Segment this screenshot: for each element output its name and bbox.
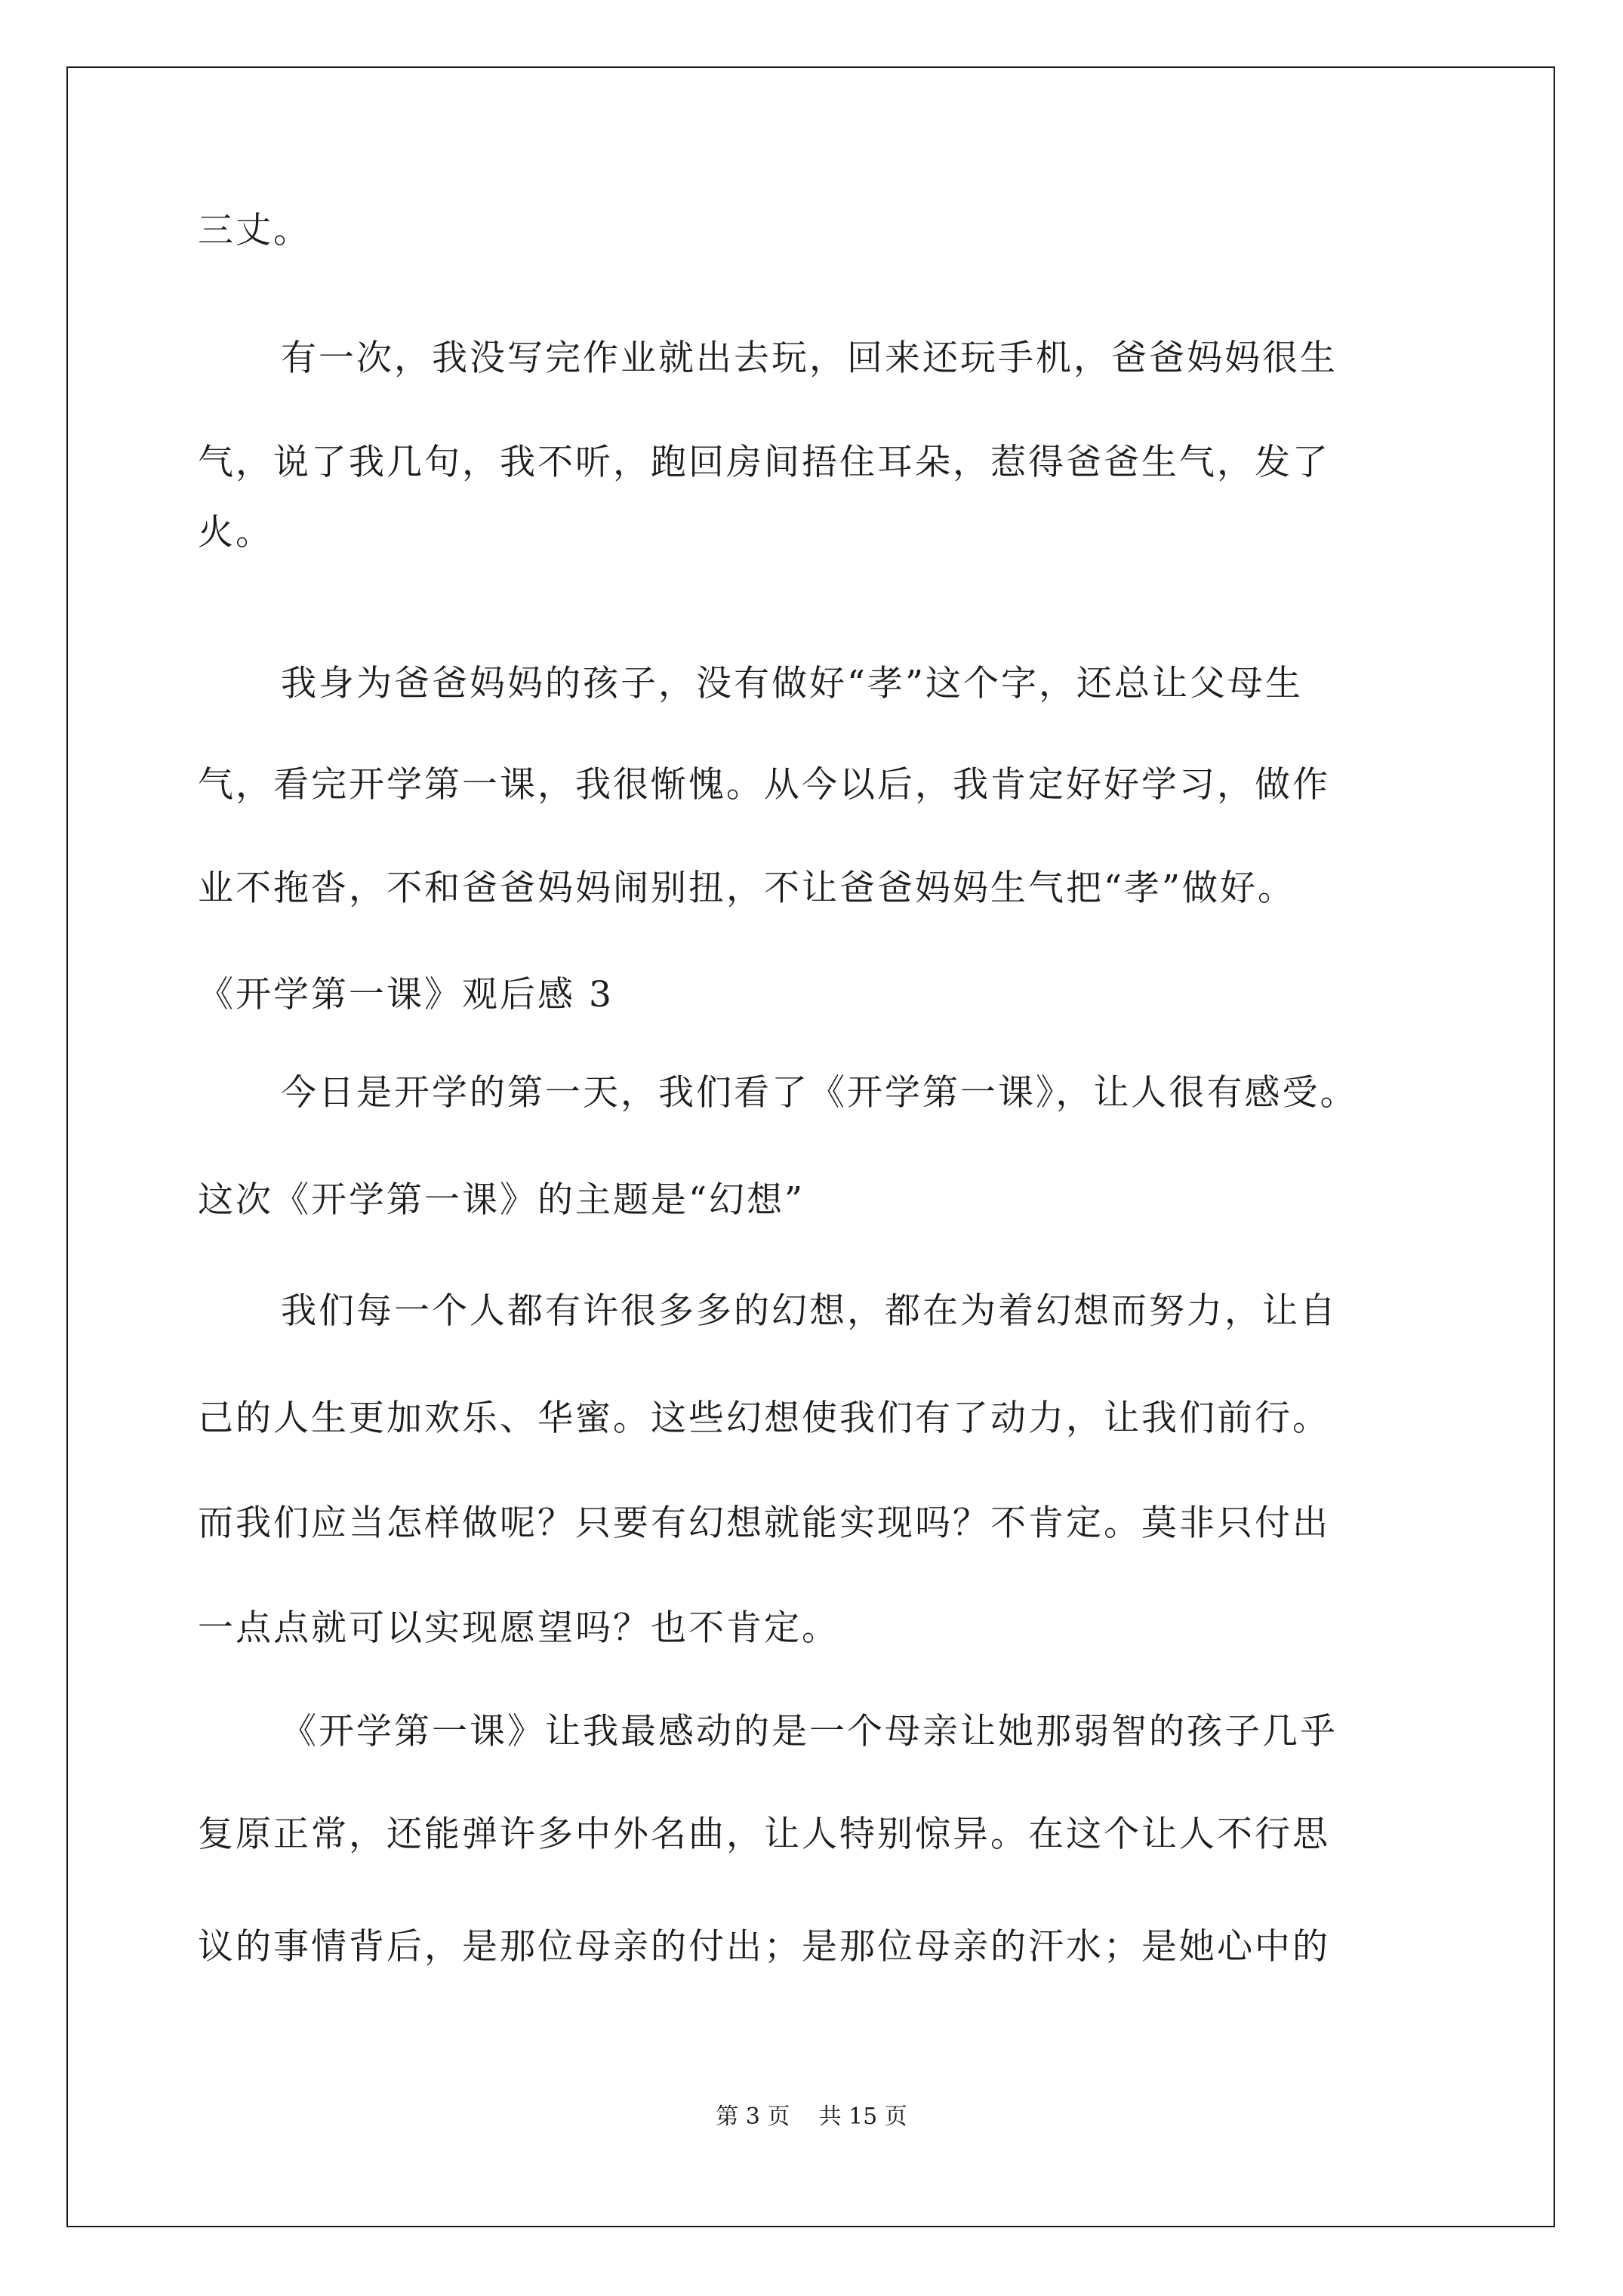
- text-line: 今日是开学的第一天，我们看了《开学第一课》，让人很有感受。: [281, 1072, 1358, 1114]
- text-line: 气，看完开学第一课，我很惭愧。从今以后，我肯定好好学习，做作: [198, 764, 1330, 806]
- text-line: 复原正常，还能弹许多中外名曲，让人特别惊异。在这个让人不行思: [198, 1814, 1330, 1855]
- text-line: 气，说了我几句，我不听，跑回房间捂住耳朵，惹得爸爸生气，发了: [198, 442, 1330, 483]
- text-line: 这次《开学第一课》的主题是“幻想”: [198, 1179, 805, 1221]
- text-line: 业不拖沓，不和爸爸妈妈闹别扭，不让爸爸妈妈生气把“孝”做好。: [198, 868, 1296, 909]
- text-line: 我们每一个人都有许很多多的幻想，都在为着幻想而努力，让自: [281, 1290, 1338, 1332]
- text-line: 议的事情背后，是那位母亲的付出；是那位母亲的汗水；是她心中的: [198, 1926, 1330, 1968]
- text-line: 《开学第一课》让我最感动的是一个母亲让她那弱智的孩子几乎: [281, 1711, 1338, 1752]
- page-number: 第 3 页 共 15 页: [716, 2103, 907, 2130]
- text-line: 一点点就可以实现愿望吗？也不肯定。: [198, 1607, 839, 1649]
- text-line: 我身为爸爸妈妈的孩子，没有做好“孝”这个字，还总让父母生: [281, 663, 1304, 704]
- text-line: 己的人生更加欢乐、华蜜。这些幻想使我们有了动力，让我们前行。: [198, 1398, 1330, 1439]
- text-line: 有一次，我没写完作业就出去玩，回来还玩手机，爸爸妈妈很生: [281, 337, 1338, 379]
- page-border: [66, 66, 1555, 2227]
- text-line: 三丈。: [198, 210, 311, 251]
- text-line: 火。: [198, 512, 273, 553]
- section-heading: 《开学第一课》观后感 3: [198, 974, 614, 1015]
- text-line: 而我们应当怎样做呢？只要有幻想就能实现吗？不肯定。莫非只付出: [198, 1502, 1330, 1544]
